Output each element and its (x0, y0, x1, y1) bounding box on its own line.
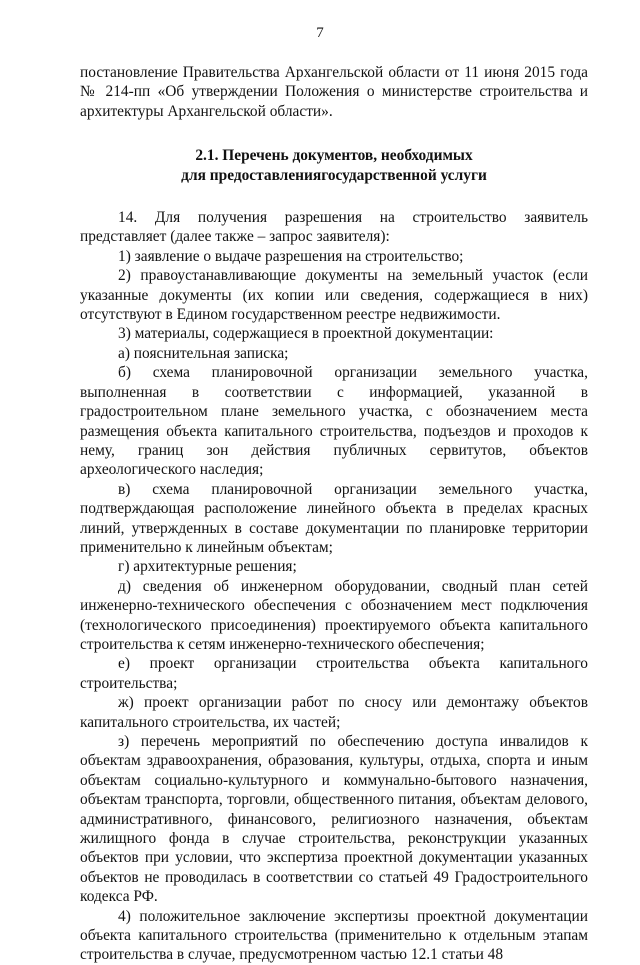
list-item-3zh: ж) проект организации работ по сносу или демонтажу объектов капитального строительства, их частей; (80, 694, 588, 731)
document-body (80, 63, 588, 965)
paragraph-14: 14. Для получения разрешения на строительство заявитель представляет (далее также – запрос заявителя): (80, 209, 588, 246)
list-item-3e: е) проект организации строительства объекта капитального строительства; (80, 655, 588, 692)
section-heading-line2: для предоставлениягосударственной услуги (181, 166, 487, 184)
intro-paragraph: постановление Правительства Архангельской области от 11 июня 2015 года № 214-пп «Об утверждении Положения о министерстве строительства и архитектуры Архангельской области». (80, 64, 588, 120)
page-number: 7 (316, 25, 324, 41)
list-item-3z: з) перечень мероприятий по обеспечению доступа инвалидов к объектам здравоохранения, образования, культуры, отдыха, спорта и иным объектам социально-культурного и коммунально-бытового назначения, объектам транспорта, торговли, общественного питания, объектам делового, административного, финансового, религиозного назначения, объектам жилищного фонда в случае строительства, реконструкции указанных объектов при условии, что экспертиза проектной документации указанных объектов не проводилась в соответствии со статьей 49 Градостроительного кодекса РФ. (80, 733, 588, 906)
list-item-3a: а) пояснительная записка; (118, 344, 289, 362)
section-heading-line1: 2.1. Перечень документов, необходимых (195, 147, 473, 165)
list-item-3v: в) схема планировочной организации земельного участка, подтверждающая расположение линейного объекта в пределах красных линий, утвержденных в составе документации по планировке территории применительно к линейным объектам; (80, 480, 588, 556)
list-item-1: 1) заявление о выдаче разрешения на строительство; (118, 247, 464, 265)
list-item-4: 4) положительное заключение экспертизы проектной документации объекта капитального строительства (применительно к отдельным этапам строительства в случае, предусмотренном частью 12.1 статьи 48 (80, 907, 588, 964)
list-item-3d: д) сведения об инженерном оборудовании, сводный план сетей инженерно-технического обеспечения с обозначением мест подключения (технологического присоединения) проектируемого объекта капитального строительства к сетям инженерно-технического обеспечения; (80, 577, 588, 653)
section-heading (80, 146, 588, 185)
list-item-3b: б) схема планировочной организации земельного участка, выполненная в соответствии с информацией, указанной в градостроительном плане земельного участка, с обозначением места размещения объекта капитального строительства, подъездов и проходов к нему, границ зон действия публичных сервитутов, объектов археологического наследия; (80, 364, 588, 479)
list-item-3g: г) архитектурные решения; (118, 558, 297, 576)
list-item-2: 2) правоустанавливающие документы на земельный участок (если указанные документы (их копии или сведения, содержащиеся в них) отсутствуют в Едином государственном реестре недвижимости. (80, 267, 588, 324)
list-item-3: 3) материалы, содержащиеся в проектной документации: (118, 325, 494, 343)
